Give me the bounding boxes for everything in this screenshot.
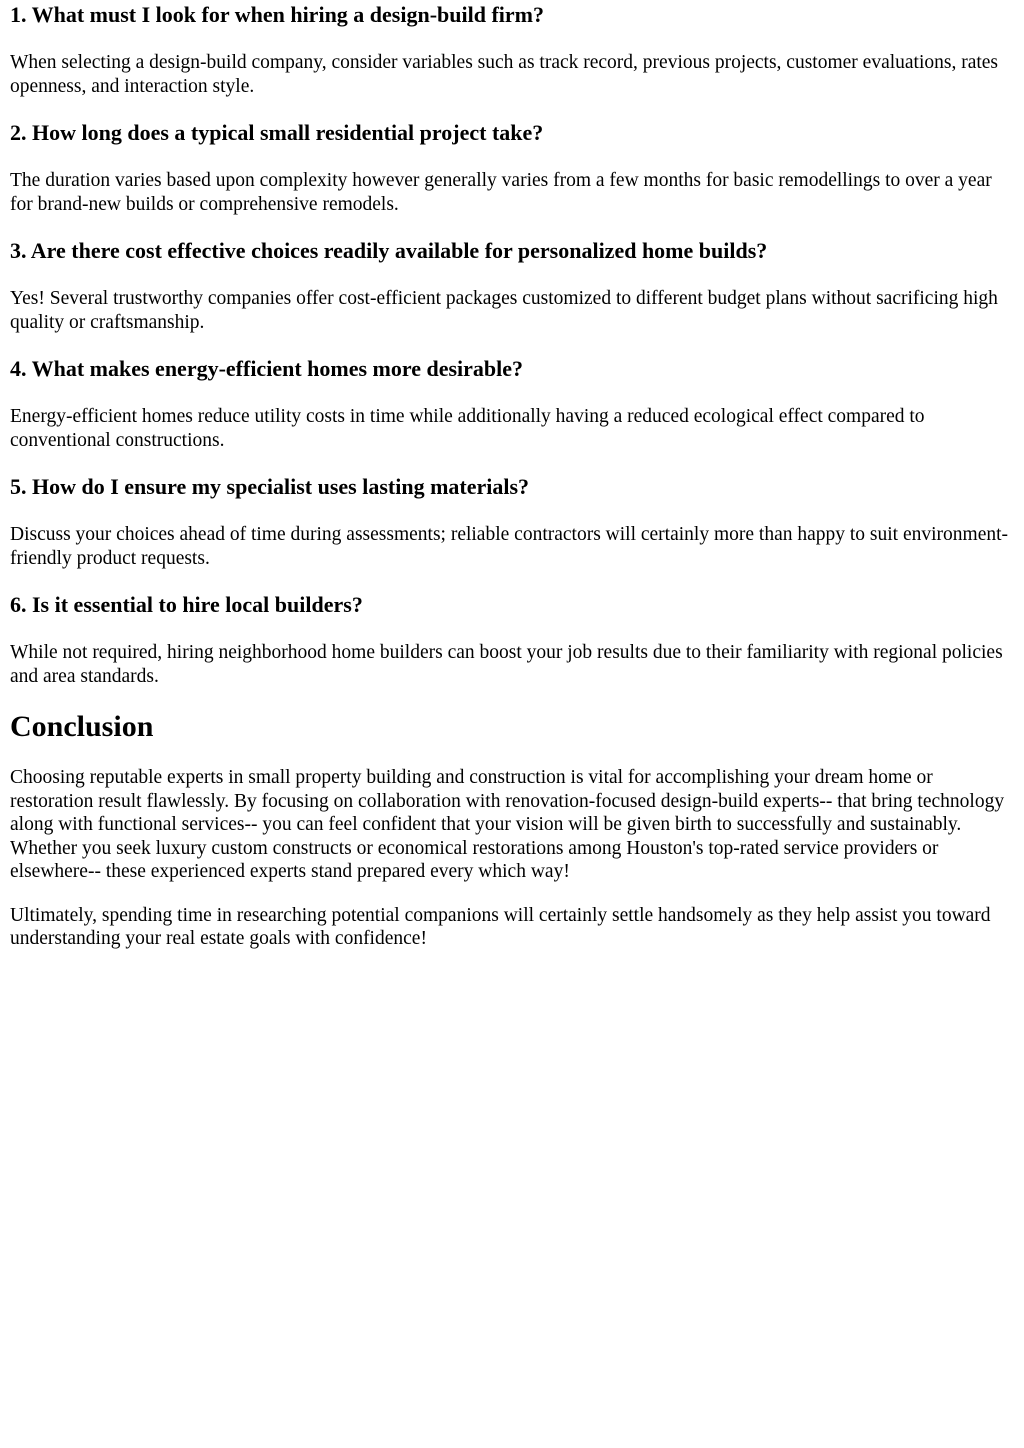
faq-answer: While not required, hiring neighborhood home builders can boost your job results due to their familiarity with regional policies and area standards. — [10, 642, 1003, 687]
conclusion-paragraph: Ultimately, spending time in researching potential companions will certainly settle handsomely as they help assist you toward understanding your real estate goals with confidence! — [10, 904, 991, 949]
faq-question: 4. What makes energy-efficient homes more desirable? — [10, 356, 524, 381]
faq-answer: The duration varies based upon complexity however generally varies from a few months for basic remodellings to over a year for brand-new builds or comprehensive remodels. — [10, 170, 992, 215]
faq-item — [10, 474, 1014, 570]
faq-item — [10, 238, 1014, 334]
conclusion-heading: Conclusion — [10, 710, 154, 743]
faq-item — [10, 2, 1014, 98]
article-page — [0, 2, 1024, 951]
faq-question: 6. Is it essential to hire local builders? — [10, 592, 363, 617]
faq-answer: Yes! Several trustworthy companies offer cost-efficient packages customized to different budget plans without sacrificing high quality or craftsmanship. — [10, 288, 998, 333]
faq-question: 3. Are there cost effective choices readily available for personalized home builds? — [10, 238, 768, 263]
conclusion-section — [10, 710, 1014, 951]
faq-item — [10, 592, 1014, 688]
faq-answer: Energy-efficient homes reduce utility costs in time while additionally having a reduced ecological effect compared to conventional constructions. — [10, 406, 925, 451]
conclusion-paragraph: Choosing reputable experts in small property building and construction is vital for accomplishing your dream home or restoration result flawlessly. By focusing on collaboration with renovation-focused design-build experts-- that bring technology along with functional services-- you can feel confident that your vision will be given birth to successfully and sustainably. Whether you seek luxury custom constructs or economical restorations among Houston's top-rated service providers or elsewhere-- these experienced experts stand prepared every which way! — [10, 767, 1005, 882]
faq-answer: When selecting a design-build company, consider variables such as track record, previous projects, customer evaluations, rates openness, and interaction style. — [10, 52, 999, 97]
faq-question: 1. What must I look for when hiring a design-build firm? — [10, 2, 544, 27]
faq-question: 5. How do I ensure my specialist uses lasting materials? — [10, 474, 530, 499]
faq-answer: Discuss your choices ahead of time during assessments; reliable contractors will certainly more than happy to suit environment-friendly product requests. — [10, 524, 1009, 569]
faq-item — [10, 356, 1014, 452]
faq-question: 2. How long does a typical small residential project take? — [10, 120, 544, 145]
faq-item — [10, 120, 1014, 216]
faq-section — [10, 2, 1014, 688]
